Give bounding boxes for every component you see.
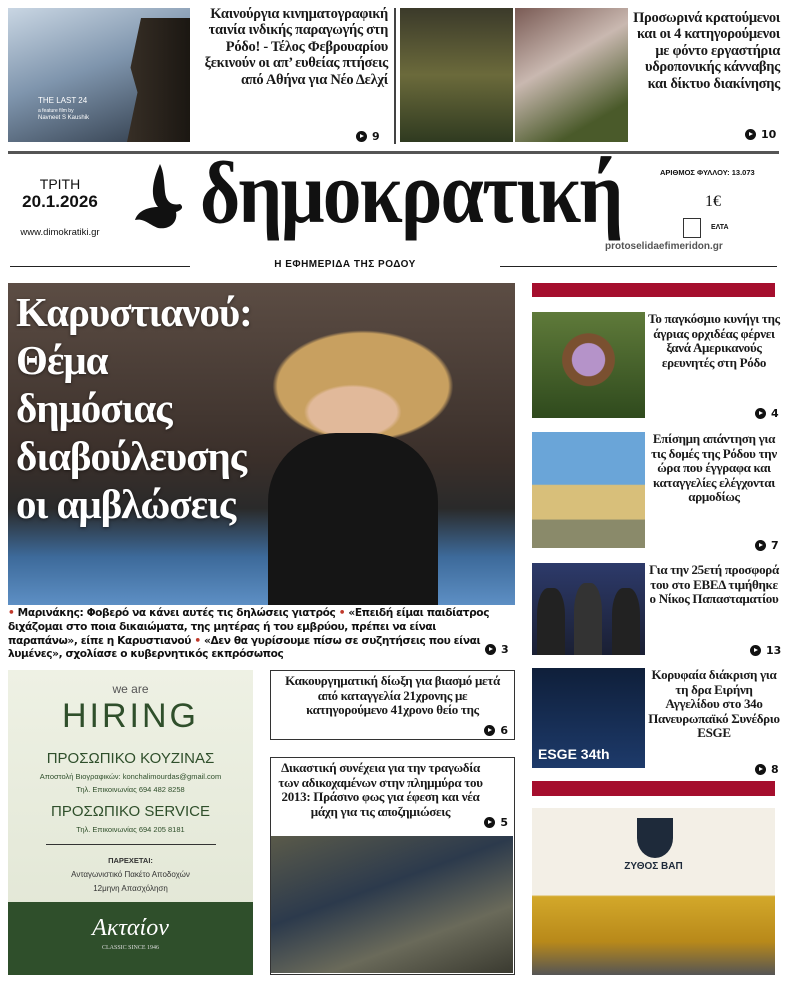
lab-image-1[interactable] bbox=[400, 8, 513, 142]
lead-bullet: «Επειδή είμαι παιδίατρος διχάζομαι στο ποια δικαιώματα, της μητέρας ή του εμβρύου, πρέπει να είναι παραπάνω», είπε η Καρυστιανού bbox=[8, 607, 490, 647]
arrow-icon bbox=[356, 131, 367, 142]
website[interactable]: www.dimokratiki.gr bbox=[20, 227, 100, 238]
arrow-icon bbox=[755, 408, 766, 419]
arrow-icon bbox=[484, 725, 495, 736]
film-poster-image[interactable] bbox=[8, 8, 190, 142]
page-number: 10 bbox=[761, 128, 777, 141]
bullet-icon: • bbox=[8, 607, 18, 619]
ad-brand-sub: CLASSIC SINCE 1946 bbox=[101, 945, 159, 951]
page-ref[interactable] bbox=[755, 407, 779, 420]
date: 20.1.2026 bbox=[22, 192, 98, 211]
arrow-icon bbox=[750, 645, 761, 656]
side-headline[interactable]: Κορυφαία διάκριση για τη δρα Ειρήνη Αγγελίδου στο 34ο Πανευρωπαϊκό Συνέδριο ESGE bbox=[648, 667, 780, 741]
film-headline[interactable]: Καινούργια κινηματογραφική ταινία ινδικής παραγωγής στη Ρόδο! - Τέλος Φεβρουαρίου ξεκινούν οι απ’ ευθείας πτήσεις από Αθήνα για Νέο Δελχί bbox=[204, 6, 388, 88]
award-image[interactable] bbox=[532, 563, 645, 655]
page-ref[interactable] bbox=[484, 816, 508, 829]
page-ref[interactable] bbox=[356, 130, 380, 143]
accent-bar bbox=[532, 781, 775, 796]
day: ΤΡΙΤΗ bbox=[39, 176, 81, 192]
lead-caption bbox=[8, 607, 508, 662]
page-number: 7 bbox=[771, 539, 779, 552]
page-number: 4 bbox=[771, 407, 779, 420]
cannabis-headline[interactable]: Προσωρινά κρατούμενοι και οι 4 κατηγορούμενοι με φόντο εργαστήρια υδροπονικής κάνναβης και δίκτυο διακίνησης bbox=[633, 10, 780, 92]
page-ref[interactable] bbox=[750, 644, 781, 657]
headline-line: οι αμβλώσεις bbox=[16, 480, 236, 527]
page-ref[interactable] bbox=[485, 643, 509, 656]
dove-logo-icon bbox=[130, 162, 185, 237]
lead-photo[interactable] bbox=[8, 283, 515, 605]
ad-hiring: HIRING bbox=[62, 697, 199, 735]
page-number: 6 bbox=[500, 724, 508, 737]
ad-offer: 12μηνη Απασχόληση bbox=[93, 884, 168, 893]
ad-role: ΠΡΟΣΩΠΙΚΟ ΚΟΥΖΙΝΑΣ bbox=[46, 750, 215, 767]
ad-offers: ΠΑΡΕΧΕΤΑΙ: bbox=[108, 856, 153, 865]
side-headline[interactable]: Για την 25ετή προσφορά του στο ΕΒΕΔ τιμήθηκε ο Νίκος Παπασταματίου bbox=[649, 562, 779, 607]
headline-line: Θέμα bbox=[16, 336, 108, 383]
lead-headline[interactable] bbox=[16, 289, 252, 529]
hiring-ad[interactable] bbox=[8, 670, 253, 975]
headline-line: Καρυστιανού: bbox=[16, 289, 252, 335]
divider bbox=[394, 8, 396, 144]
esge-banner-text: ESGE 34th bbox=[538, 746, 610, 762]
newspaper-title: δημοκρατική bbox=[200, 145, 622, 242]
story-headline: Δικαστική συνέχεια για την τραγωδία των αδικοχαμένων στην πλημμύρα του 2013: Πράσινο φως για έφεση και νέα μάχη για τις αποζημιώσεις bbox=[278, 760, 483, 819]
price: 1€ bbox=[705, 193, 721, 210]
poster-sub: a feature film by bbox=[38, 108, 74, 114]
poster-author: Navneet S Kaushik bbox=[38, 115, 90, 121]
poster-title: THE LAST 24 bbox=[38, 96, 88, 105]
tagline: Η ΕΦΗΜΕΡΙΔΑ ΤΗΣ ΡΟΔΟΥ bbox=[274, 259, 416, 270]
beer-brand: ΖΥΘΟΣ ΒΑΠ bbox=[624, 861, 683, 872]
speaker-figure bbox=[268, 433, 438, 605]
flood-rescue-image[interactable] bbox=[271, 836, 513, 973]
ad-phone: Τηλ. Επικοινωνίας 694 482 8258 bbox=[76, 785, 185, 794]
bullet-icon: • bbox=[338, 607, 349, 619]
page-ref[interactable] bbox=[755, 763, 779, 776]
lab-image-2[interactable] bbox=[515, 8, 628, 142]
orchid-image[interactable] bbox=[532, 312, 645, 418]
postal-stamp-icon bbox=[683, 218, 701, 238]
headline-line: δημόσιας bbox=[16, 384, 172, 431]
arrow-icon bbox=[755, 764, 766, 775]
ad-brand-logo: Ακταίον bbox=[92, 915, 169, 941]
story-headline: Κακουργηματική δίωξη για βιασμό μετά από καταγγελία 21χρονης με κατηγορούμενο 41χρονο θείο της bbox=[285, 673, 500, 718]
tagline-rule-left bbox=[10, 266, 190, 267]
building-image[interactable] bbox=[532, 432, 645, 548]
page-number: 5 bbox=[500, 816, 508, 829]
issue-number: ΑΡΙΘΜΟΣ ΦΥΛΛΟΥ: 13.073 bbox=[660, 168, 755, 177]
lead-bullet: «Δεν θα γυρίσουμε πίσω σε συζητήσεις που είναι λυμένες», σχολίασε ο κυβερνητικός εκπρόσωπος bbox=[8, 634, 481, 661]
arrow-icon bbox=[755, 540, 766, 551]
ad-offer: Ανταγωνιστικό Πακέτο Αποδοχών bbox=[71, 870, 190, 879]
page-number: 8 bbox=[771, 763, 779, 776]
ad-cv: Αποστολή Βιογραφικών: konchalimourdas@gmail.com bbox=[39, 772, 222, 781]
story-box[interactable] bbox=[270, 757, 515, 975]
elta-logo: ΕΛΤΑ bbox=[711, 224, 729, 231]
beer-ad[interactable] bbox=[532, 808, 775, 975]
ad-phone: Τηλ. Επικοινωνίας 694 205 8181 bbox=[76, 825, 185, 834]
page-ref[interactable] bbox=[484, 724, 508, 737]
side-headline[interactable]: Το παγκόσμιο κυνήγι της άγριας ορχιδέας φέρνει ξανά Αμερικανούς ερευνητές στη Ρόδο bbox=[648, 311, 780, 370]
ad-role: ΠΡΟΣΩΠΙΚΟ SERVICE bbox=[51, 803, 210, 820]
lead-bullet: Μαρινάκης: Φοβερό να κάνει αυτές τις δηλώσεις γιατρός bbox=[17, 607, 336, 619]
page-ref[interactable] bbox=[755, 539, 779, 552]
page-number: 13 bbox=[766, 644, 782, 657]
arrow-icon bbox=[484, 817, 495, 828]
side-headline[interactable]: Επίσημη απάντηση για τις δομές της Ρόδου την ώρα που έγγραφα και καταγγελίες ελέγχονται αρμοδίως bbox=[651, 431, 777, 505]
headline-line: διαβούλευσης bbox=[16, 432, 247, 479]
page-number: 3 bbox=[501, 643, 509, 656]
arrow-icon bbox=[485, 644, 496, 655]
page-ref[interactable] bbox=[745, 128, 776, 141]
arrow-icon bbox=[745, 129, 756, 140]
bullet-icon: • bbox=[194, 634, 205, 647]
accent-bar bbox=[532, 283, 775, 297]
esge-image[interactable] bbox=[532, 668, 645, 768]
source-site[interactable]: protoselidaefimeridon.gr bbox=[605, 241, 723, 252]
beer-shield-icon bbox=[637, 818, 673, 858]
story-box[interactable] bbox=[270, 670, 515, 740]
page-number: 9 bbox=[372, 130, 380, 143]
ad-we-are: we are bbox=[112, 682, 149, 696]
tagline-rule-right bbox=[500, 266, 777, 267]
